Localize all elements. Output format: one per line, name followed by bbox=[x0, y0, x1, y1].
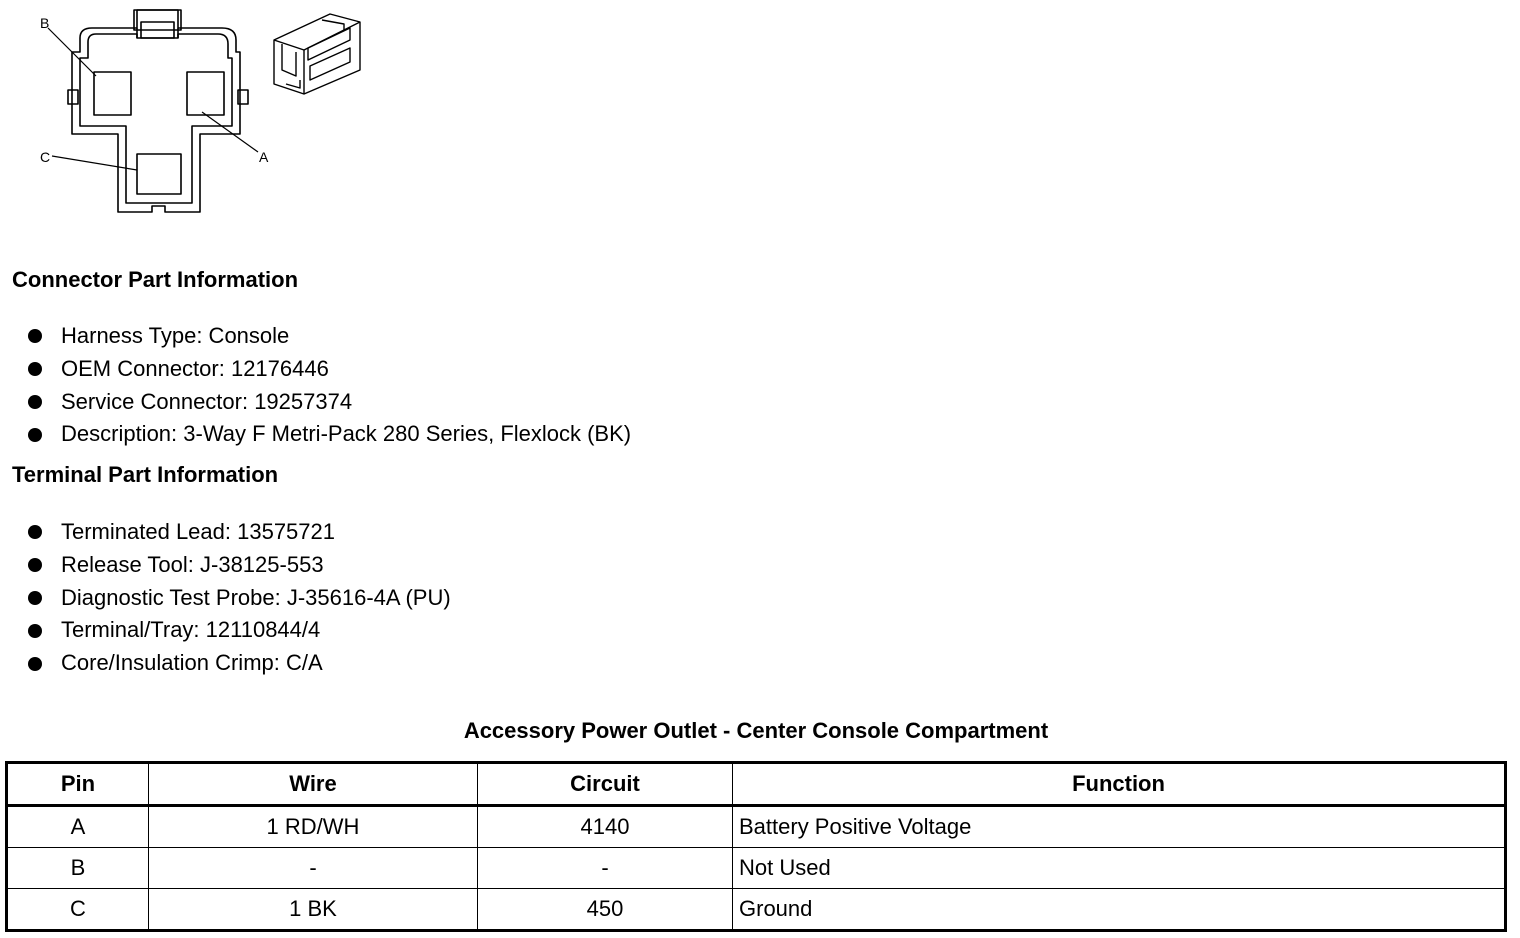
list-item-text: Diagnostic Test Probe: J-35616-4A (PU) bbox=[61, 584, 451, 610]
list-item bbox=[28, 582, 451, 615]
cavity-a bbox=[187, 72, 224, 115]
cell-function: Not Used bbox=[733, 848, 1506, 889]
list-item-text: Release Tool: J-38125-553 bbox=[61, 551, 324, 577]
list-item-text: Service Connector: 19257374 bbox=[61, 388, 353, 414]
list-item bbox=[28, 353, 631, 386]
list-item-text: Terminal/Tray: 12110844/4 bbox=[61, 617, 321, 643]
cavity-b bbox=[94, 72, 131, 115]
list-item-text: Core/Insulation Crimp: C/A bbox=[61, 650, 323, 676]
leader-c bbox=[52, 156, 137, 170]
cell-pin: B bbox=[7, 848, 149, 889]
list-item bbox=[28, 516, 451, 549]
header-circuit: Circuit bbox=[478, 763, 733, 806]
left-tab bbox=[68, 90, 78, 104]
list-item-text: Terminated Lead: 13575721 bbox=[61, 519, 335, 544]
bullet-icon bbox=[28, 428, 42, 442]
cell-circuit: 450 bbox=[478, 889, 733, 931]
label-a: A bbox=[259, 149, 269, 165]
table-row bbox=[7, 889, 1506, 931]
terminal-info-heading: Terminal Part Information bbox=[12, 462, 279, 487]
connector-inner-outline bbox=[80, 34, 232, 203]
table-row bbox=[7, 806, 1506, 848]
connector-outline bbox=[72, 10, 240, 212]
cell-wire: 1 BK bbox=[149, 889, 478, 931]
table-title: Accessory Power Outlet - Center Console Compartment bbox=[463, 718, 1049, 743]
bullet-icon bbox=[28, 591, 42, 605]
cell-circuit: 4140 bbox=[478, 806, 733, 848]
header-wire: Wire bbox=[149, 763, 478, 806]
cell-wire: - bbox=[149, 848, 478, 889]
cavity-c bbox=[137, 154, 181, 194]
cell-circuit: - bbox=[478, 848, 733, 889]
connector-diagram bbox=[0, 0, 380, 225]
list-item bbox=[28, 614, 451, 647]
cell-pin: C bbox=[7, 889, 149, 931]
header-pin: Pin bbox=[7, 763, 149, 806]
cell-function: Battery Positive Voltage bbox=[733, 806, 1506, 848]
label-b: B bbox=[40, 15, 50, 31]
bullet-icon bbox=[28, 558, 42, 572]
connector-isometric bbox=[274, 14, 360, 94]
label-c: C bbox=[40, 149, 51, 165]
list-item bbox=[28, 320, 631, 353]
list-item bbox=[28, 418, 631, 451]
pinout-table bbox=[5, 761, 1507, 932]
cell-wire: 1 RD/WH bbox=[149, 806, 478, 848]
bullet-icon bbox=[28, 657, 42, 671]
connector-info-list bbox=[28, 320, 631, 451]
cell-pin: A bbox=[7, 806, 149, 848]
list-item-text: Harness Type: Console bbox=[61, 323, 290, 348]
bullet-icon bbox=[28, 624, 42, 638]
bullet-icon bbox=[28, 525, 42, 539]
terminal-info-list bbox=[28, 516, 451, 680]
bullet-icon bbox=[28, 362, 42, 376]
list-item-text: OEM Connector: 12176446 bbox=[61, 355, 329, 381]
list-item bbox=[28, 647, 451, 680]
bullet-icon bbox=[28, 395, 42, 409]
list-item-text: Description: 3-Way F Metri-Pack 280 Series, Flexlock (BK) bbox=[61, 421, 632, 447]
list-item bbox=[28, 549, 451, 582]
list-item bbox=[28, 386, 631, 419]
bullet-icon bbox=[28, 329, 42, 343]
header-function: Function bbox=[733, 763, 1506, 806]
connector-info-heading: Connector Part Information bbox=[12, 267, 299, 292]
cell-function: Ground bbox=[733, 889, 1506, 931]
table-header-row bbox=[7, 763, 1506, 806]
leader-a bbox=[202, 112, 258, 152]
table-row bbox=[7, 848, 1506, 889]
